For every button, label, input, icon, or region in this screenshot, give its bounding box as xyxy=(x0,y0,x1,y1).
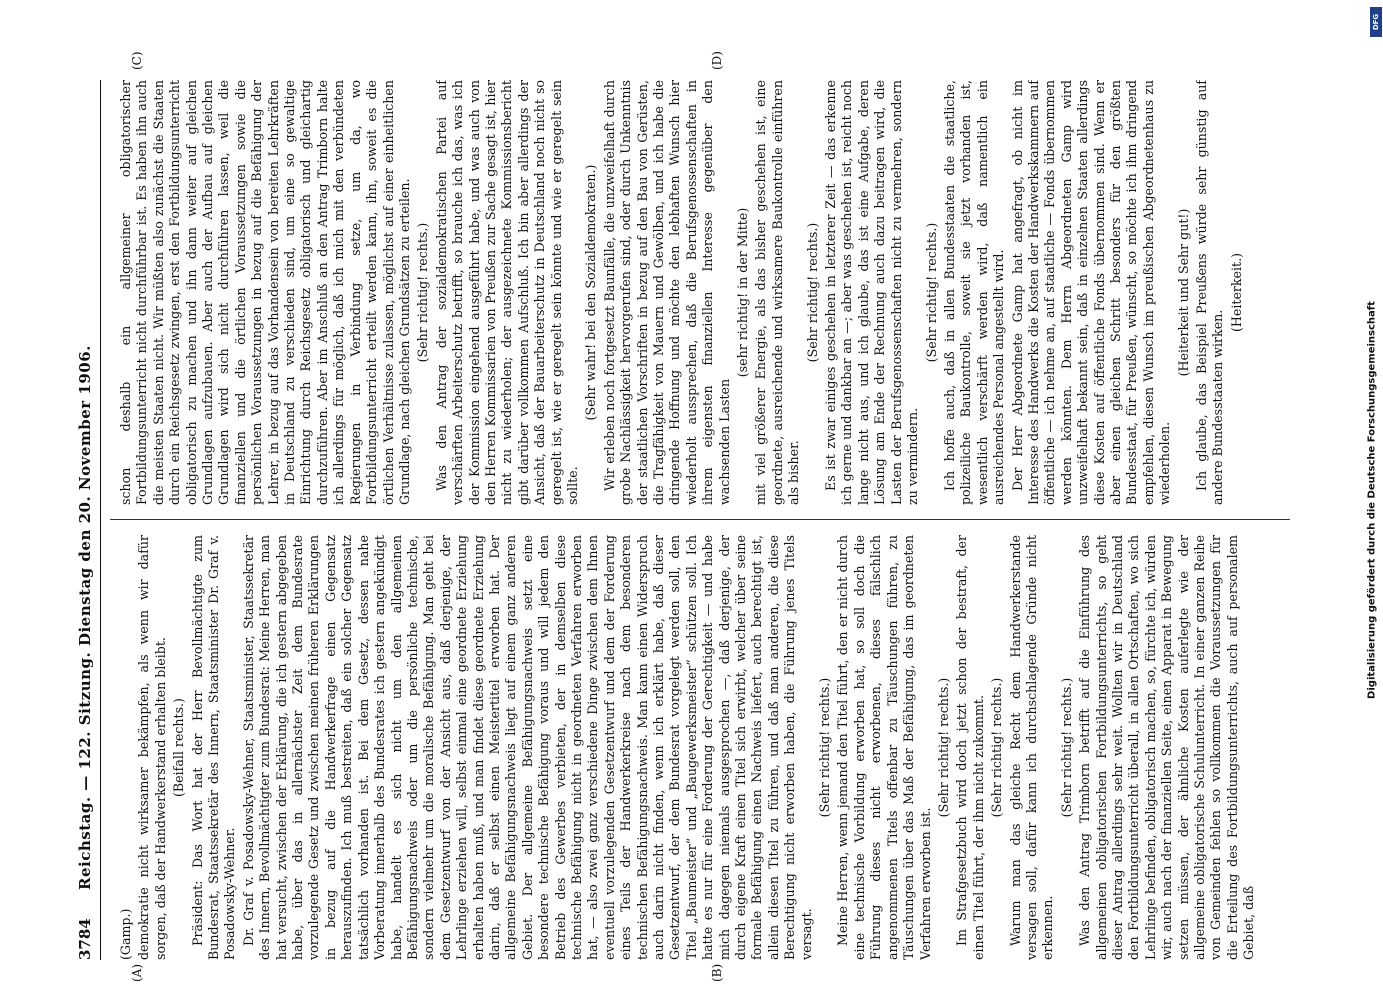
interjection: (Sehr richtig! rechts.) xyxy=(804,222,820,363)
paragraph: Dr. Graf v. Posadowsky-Wehner, Staatsminister, Staatssekretär des Innern, Bevollmächtigter zum Bundesrat: Meine Herren, man hat versucht, zwischen der Erklärung, die ich gestern abgegeben habe, über das in allernächster Zeit dem Bundesrate vorzulegende Gesetz und zwischen meinen früheren Erklärungen in bezug auf die Handwerkerfrage einen Gegensatz herauszufinden. Ich muß bestreiten, daß ein solcher Gegensatz tatsächlich vorhanden ist. Bei dem Gesetz, dessen nahe Vorberatung innerhalb des Bundesrates ich gestern angekündigt habe, handelt es sich nicht um den allgemeinen Befähigungsnachweis oder um die persönliche technische, sondern vielmehr um die moralische Befähigung. Man geht bei dem Gesetzentwurf von der Ansicht aus, daß derjenige, der Lehrlinge erziehen will, selbst einmal eine geordnete Erziehung erhalten haben muß, und man findet diese geordnete Erziehung darin, daß er selbst einen Meistertitel erworben hat. Der allgemeine Befähigungsnachweis liegt auf einem ganz anderen Gebiet. Der allgemeine Befähigungsnachweis setzt eine besondere technische Befähigung voraus und will jedem den Betrieb des Gewerbes verbieten, der in demselben diese technische Befähigung nicht in geordneten Verfahren erworben hat, — also zwei ganz verschiedene Dinge zwischen dem Ihnen eventuell vorzulegenden Gesetzentwurf und dem der Forderung eines Teils der Handwerkerkreise nach dem besonderen technischen Befähigungsnachweis. Man kann einen Widerspruch auch darin nicht finden, wenn ich erklärt habe, daß dieser Gesetzentwurf, der dem Bundesrat vorgelegt werden soll, den Titel „Baumeister“ und „Baugewerksmeister“ schützen soll. Ich hatte es nur für eine Forderung der Gerechtigkeit — und habe mich dagegen niemals ausgesprochen —, daß derjenige, der durch eigene Kraft einen Titel sich erwirbt, welcher über seine formale Befähigung einen Nachweis liefert, auch berechtigt ist, allein diesen Titel zu führen, und daß man anderen, die diese Berechtigung nicht erworben haben, die Führung jenes Titels versagt. xyxy=(240,535,814,960)
paragraph: schon deshalb ein allgemeiner obligatorischer Fortbildungsunterricht nicht durchführbar ist. Es haben ihn auch die meisten Staaten nicht. Wir müßten also zunächst die Staaten durch ein Reichsgesetz zwingen, erst den Fortbildungsunterricht obligatorisch zu machen und ihn dann weiter auf gleichen Grundlagen aufzubauen. Aber auch der Aufbau auf gleichen Grundlagen wird sich nicht durchführen lassen, weil die finanziellen und die örtlichen Voraussetzungen sowie die persönlichen Voraussetzungen in bezug auf die Befähigung der Lehrer, in bezug auf das Vorhandensein von bereiten Lehrkräften in Deutschland zu verschieden sind, um eine so gewaltige Einrichtung durch Reichsgesetz obligatorisch und gleichartig durchzuführen. Aber im Anschluß an den Antrag Trimborn halte ich allerdings für möglich, daß ich mich mit den verbündeten Regierungen in Verbindung setze, um da, wo Fortbildungsunterricht erteilt werden kann, ihn, soweit es die örtlichen Verhältnisse zulassen, möglichst auf einer einheitlichen Grundlage, nach gleichen Grundsätzen zu erteilen. xyxy=(118,80,412,505)
page-number: 3784 xyxy=(76,918,94,960)
interjection: (Sehr richtig! rechts.) xyxy=(935,677,951,818)
margin-marker-b: (B) xyxy=(710,963,724,982)
interjection: (Sehr richtig! rechts.) xyxy=(989,677,1005,818)
margin-marker-c: (C) xyxy=(130,51,144,70)
paragraph: Warum man das gleiche Recht dem Handwerkerstande versagen soll, dafür kann ich durchschlagende Gründe nicht erkennen. xyxy=(1007,535,1056,960)
paragraph: Meine Herren, wenn jemand den Titel führt, den er nicht durch eine technische Vorbildung erworben hat, so soll doch die Führung dieses nicht erworbenen, dieses fälschlich angenommenen Titels offenbar zu Täuschungen führen, zu Täuschungen über das Maß der Befähigung, das im geordneten Verfahren erworben ist. xyxy=(835,535,933,960)
paragraph: Präsident: Das Wort hat der Herr Bevollmächtigte zum Bundesrat, Staatssekretär des Innern, Staatsminister Dr. Graf v. Posadowsky-Wehner. xyxy=(189,535,238,960)
page-header xyxy=(70,80,102,960)
dfg-logo-text: DFG xyxy=(1372,13,1380,31)
interjection: (Heiterkeit und Sehr gut!) xyxy=(1175,208,1191,377)
column-divider xyxy=(110,519,1290,520)
dfg-logo xyxy=(1370,7,1382,37)
paragraph: Wir erleben noch fortgesetzt Baunfälle, die unzweifelhaft durch grobe Nachlässigkeit hervorgerufen sind, oder durch Unkenntnis der staatlichen Vorschriften in bezug auf den Bau von Gerüsten, die Tragfähigkeit von Mauern und Gewölben, und ich habe die dringende Hoffnung und möchte den lebhaften Wunsch hier wiederholt aussprechen, daß die Berufsgenossenschaften in ihrem eigensten finanziellen Interesse gegenüber den wachsenden Lasten xyxy=(601,80,732,505)
left-column xyxy=(118,535,1268,960)
paragraph: Es ist zwar einiges geschehen in letzterer Zeit — das erkenne ich gerne und dankbar an —; aber was geschehen ist, reicht noch lange nicht aus, und ich glaube, das ist eine Aufgabe, deren Lösung am Ende der Rechnung auch dazu beitragen wird, die Lasten der Berufsgenossenschaften nicht zu vermehren, sondern zu vermindern. xyxy=(823,80,921,505)
interjection: (Beifall rechts.) xyxy=(171,698,187,797)
rotated-page xyxy=(70,51,1370,982)
paragraph: Ich glaube, das Beispiel Preußens würde sehr günstig auf andere Bundesstaaten wirken. xyxy=(1194,80,1226,505)
header-rule xyxy=(100,80,101,960)
paragraph: Der Herr Abgeordnete Gamp hat angefragt, ob nicht im Interesse des Handwerks die Kosten der Handwerkskammern auf öffentliche — ich nehme an, auf staatliche — Fonds übernommen werden könnten. Dem Herrn Abgeordneten Gamp wird unzweifelhaft bekannt sein, daß in einzelnen Staaten allerdings diese Kosten auf öffentliche Fonds übernommen sind. Wenn er aber einen gleichen Schritt besonders für den größten Bundesstaat, für Preußen, wünscht, so möchte ich ihm dringend empfehlen, diesen Wunsch im preußischen Abgeordnetenhaus zu wiederholen. xyxy=(1009,80,1173,505)
right-column xyxy=(118,80,1268,505)
paragraph: (Gamp.) xyxy=(118,908,133,960)
interjection: (Sehr richtig! rechts.) xyxy=(817,677,833,818)
paragraph: Im Strafgesetzbuch wird doch jetzt schon der bestraft, der einen Titel führt, der ihm nicht zukommt. xyxy=(954,535,986,960)
margin-marker-a: (A) xyxy=(130,963,144,982)
interjection: (sehr richtig! in der Mitte) xyxy=(735,207,751,378)
paragraph: Was den Antrag der sozialdemokratischen Partei auf verschärften Arbeiterschutz betrifft, so brauche ich das, was ich der Kommission eingehend ausgeführt habe, und was auch von den Herren Kommissarien von Preußen zur Sache gesagt ist, hier nicht zu wiederholen; der ausgezeichnete Kommissionsbericht gibt darüber vollkommen Aufschluß. Ich bin aber allerdings der Ansicht, daß der Bauarbeiterschutz in Deutschland noch nicht so geregelt ist, wie er geregelt sein könnte und wie er geregelt sein sollte. xyxy=(433,80,580,505)
paragraph: demokratie nicht wirksamer bekämpfen, als wenn wir dafür sorgen, daß der Handwerkerstand erhalten bleibt. xyxy=(136,535,168,960)
margin-marker-d: (D) xyxy=(710,51,724,70)
paragraph: mit viel größerer Energie, als das bisher geschehen ist, eine geordnete, ausreichende und wirksamere Baukontrolle einführen als bisher. xyxy=(753,80,802,505)
paragraph: Was den Antrag Trimborn betrifft auf die Einführung des allgemeinen obligatorischen Fortbildungsunterrichts, so geht dieser Antrag allerdings sehr weit. Wollten wir in Deutschland den Fortbildungsunterricht überall, in allen Ortschaften, wo sich Lehrlinge befinden, obligatorisch machen, so, fürchte ich, würden wir, auch nach der finanziellen Seite, einen Apparat in Bewegung setzen müssen, der ähnliche Kosten auferlegte wie der allgemeine obligatorische Schulunterricht. In einer ganzen Reihe von Gemeinden fehlen so vollkommen die Voraussetzungen für die Erteilung des Fortbildungsunterrichts, auch auf personalem Gebiet, daß xyxy=(1077,535,1257,960)
interjection: (Heiterkeit.) xyxy=(1228,253,1244,332)
paragraph: Ich hoffe auch, daß in allen Bundesstaaten die staatliche, polizeiliche Baukontrolle, soweit sie jetzt vorhanden ist, wesentlich verschärft werden wird, daß namentlich ein ausreichendes Personal angestellt wird. xyxy=(941,80,1007,505)
digitization-note: Digitalisierung gefördert durch die Deutsche Forschungsgemeinschaft xyxy=(1366,301,1378,699)
interjection: (Sehr richtig! rechts.) xyxy=(1058,677,1074,818)
interjection: (Sehr richtig! rechts.) xyxy=(415,222,431,363)
interjection: (Sehr richtig! rechts.) xyxy=(923,222,939,363)
interjection: (Sehr wahr! bei den Sozialdemokraten.) xyxy=(583,164,599,421)
running-title: Reichstag. — 122. Sitzung. Dienstag den 20. November 1906. xyxy=(76,345,94,890)
